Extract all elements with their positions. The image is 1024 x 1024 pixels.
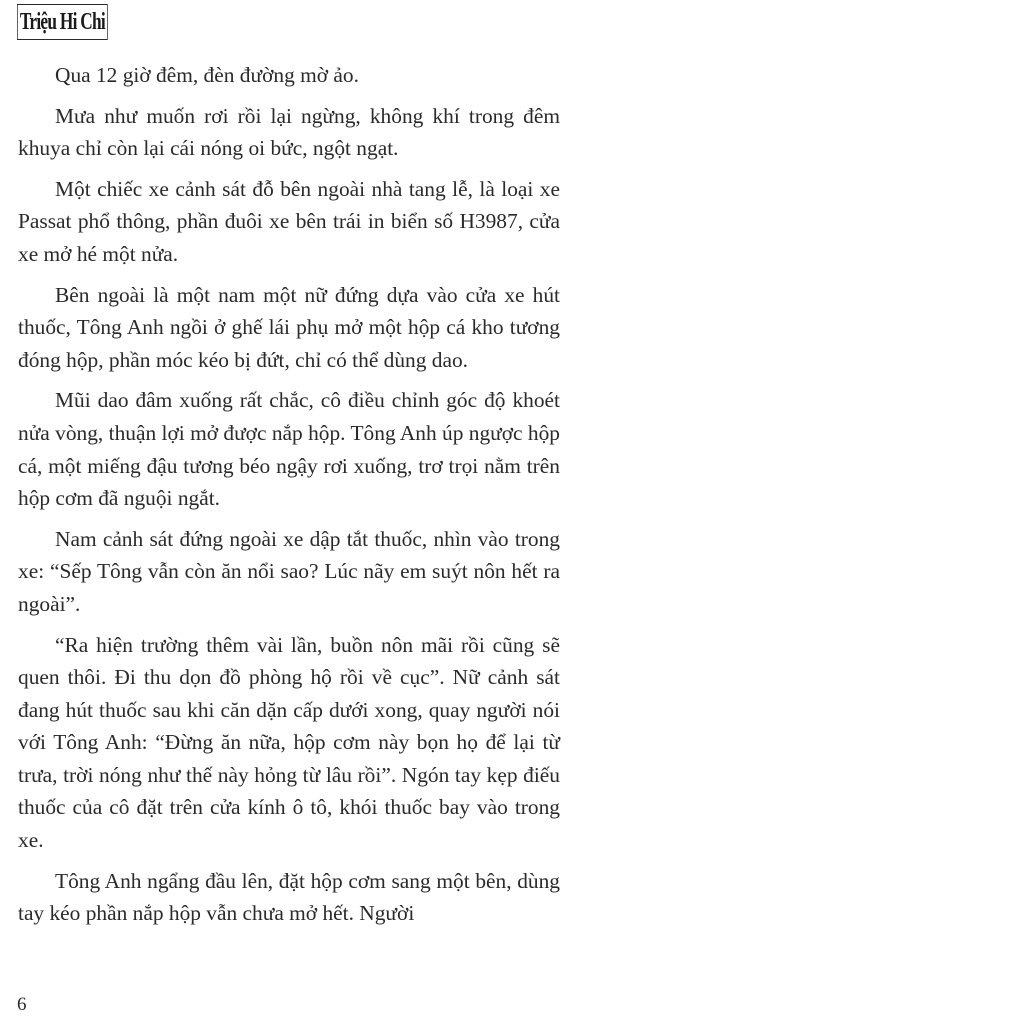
paragraph: Mưa như muốn rơi rồi lại ngừng, không khí trong đêm khuya chỉ còn lại cái nóng oi bức, ngột ngạt. [18, 103, 560, 161]
paragraph: Bên ngoài là một nam một nữ đứng dựa vào cửa xe hút thuốc, Tông Anh ngồi ở ghế lái phụ mở một hộp cá kho tương đóng hộp, phần móc kéo bị đứt, chỉ có thể dùng dao. [18, 282, 560, 372]
page-number: 6 [17, 994, 27, 1015]
paragraph: Qua 12 giờ đêm, đèn đường mờ ảo. [55, 63, 359, 87]
paragraph: “Ra hiện trường thêm vài lần, buồn nôn mãi rồi cũng sẽ quen thôi. Đi thu dọn đồ phòng hộ rồi về cục”. Nữ cảnh sát đang hút thuốc sau khi căn dặn cấp dưới xong, quay người nói với Tông Anh: “Đừng ăn nữa, hộp cơm này bọn họ để lại từ trưa, trời nóng như thế này hỏng từ lâu rồi”. Ngón tay kẹp điếu thuốc của cô đặt trên cửa kính ô tô, khói thuốc bay vào trong xe. [18, 632, 560, 853]
running-header-author: Triệu Hi Chi [17, 4, 108, 40]
paragraph: Một chiếc xe cảnh sát đỗ bên ngoài nhà tang lễ, là loại xe Passat phổ thông, phần đuôi xe bên trái in biển số H3987, cửa xe mở hé một nửa. [18, 176, 560, 266]
paragraph: Nam cảnh sát đứng ngoài xe dập tắt thuốc, nhìn vào trong xe: “Sếp Tông vẫn còn ăn nổi sao? Lúc nãy em suýt nôn hết ra ngoài”. [18, 526, 560, 616]
paragraph: Mũi dao đâm xuống rất chắc, cô điều chỉnh góc độ khoét nửa vòng, thuận lợi mở được nắp hộp. Tông Anh úp ngược hộp cá, một miếng đậu tương béo ngậy rơi xuống, trơ trọi nằm trên hộp cơm đã nguội ngắt. [18, 388, 560, 511]
paragraph: Tông Anh ngẩng đầu lên, đặt hộp cơm sang một bên, dùng tay kéo phần nắp hộp vẫn chưa mở hết. Người [18, 868, 560, 926]
body-text [18, 59, 560, 938]
